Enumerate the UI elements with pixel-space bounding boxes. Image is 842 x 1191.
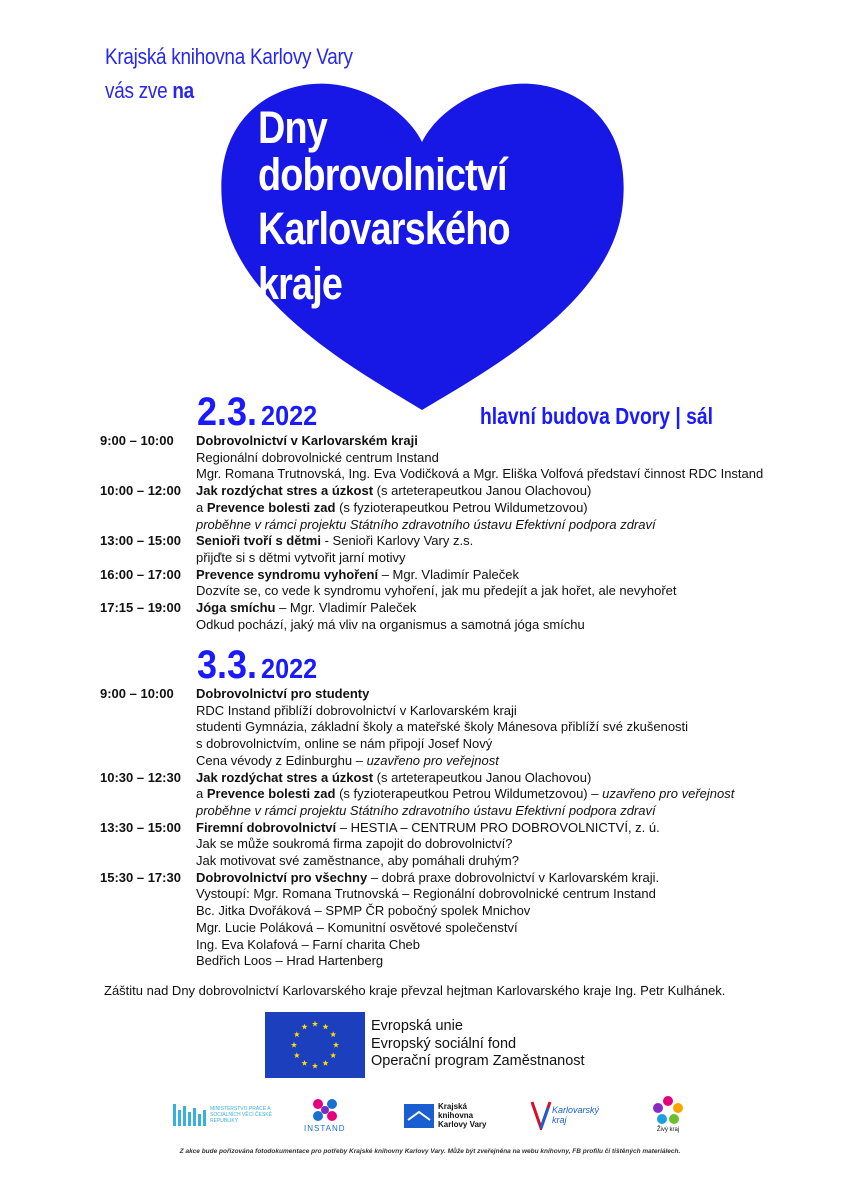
day1-item-description xyxy=(196,600,780,633)
text-segment: studenti Gymnázia, základní školy a mateřské školy Mánesova přiblíží své zkušenosti xyxy=(196,719,689,735)
day1-date: 2.3. 2022 xyxy=(197,390,318,434)
day2-item-time: 9:00 – 10:00 xyxy=(100,686,174,701)
day1-item-line xyxy=(196,500,780,517)
day1-item-description xyxy=(196,483,780,533)
day2-item-line xyxy=(196,920,780,937)
title-line-4: kraje xyxy=(258,258,343,309)
day2-item-line xyxy=(196,886,780,903)
text-segment: Odkud pochází, jaký má vliv na organismus a samotná jóga smíchu xyxy=(196,616,585,632)
day2-item-line xyxy=(196,703,780,720)
text-segment: uzavřeno pro veřejnost xyxy=(366,752,499,768)
day1-item-line xyxy=(196,517,780,534)
text-segment: Prevence syndromu vyhoření xyxy=(196,566,379,582)
day2-item-line xyxy=(196,686,780,703)
text-segment: Dobrovolnictví v Karlovarském kraji xyxy=(196,433,418,448)
kkkv-logo: Krajská knihovna Karlovy Vary xyxy=(404,1102,486,1129)
text-segment: – dobrá praxe dobrovolnictví v Karlovarském kraji. xyxy=(367,869,660,885)
text-segment: Prevence bolesti zad xyxy=(206,499,336,515)
text-segment: Dobrovolnictví pro studenty xyxy=(196,686,370,701)
title-line-3: Karlovarského xyxy=(258,203,510,254)
instand-logo: INSTAND xyxy=(304,1098,346,1133)
text-segment: Jak rozdýchat stres a úzkost xyxy=(196,483,374,499)
text-segment: Mgr. Romana Trutnovská, Ing. Eva Vodičková a Mgr. Eliška Volfová představí činnost RDC Instand xyxy=(196,466,764,482)
day1-item xyxy=(100,483,780,533)
day1-item xyxy=(100,567,780,600)
text-segment: (s arteterapeutkou Janou Olachovou) xyxy=(373,769,592,785)
text-segment: Jak se může soukromá firma zapojit do dobrovolnictví? xyxy=(196,836,513,852)
eu-text xyxy=(371,1018,585,1071)
title-line-1: Dny xyxy=(258,102,327,153)
header-line1: Krajská knihovna Karlovy Vary xyxy=(105,44,353,69)
text-segment: Dobrovolnictví pro všechny xyxy=(196,869,368,885)
kraj-icon xyxy=(530,1100,552,1130)
eu-line-3: Operační program Zaměstnanost xyxy=(371,1053,585,1069)
text-segment: a xyxy=(196,499,207,515)
day1-item-line xyxy=(196,550,780,567)
text-segment: Bedřich Loos – Hrad Hartenberg xyxy=(196,953,384,969)
day1-item-time: 17:15 – 19:00 xyxy=(100,600,181,616)
day1-item-line xyxy=(196,567,780,584)
text-segment: - Senioři Karlovy Vary z.s. xyxy=(320,533,474,549)
text-segment: – HESTIA – CENTRUM PRO DOBROVOLNICTVÍ, z. ú. xyxy=(336,819,660,835)
eu-line-1: Evropská unie xyxy=(371,1018,463,1034)
day2-item-line xyxy=(196,803,780,820)
text-segment: Vystoupí: Mgr. Romana Trutnovská – Regionální dobrovolnické centrum Instand xyxy=(196,886,656,902)
text-segment: – Mgr. Vladimír Paleček xyxy=(378,566,519,582)
text-segment: Jak motivovat své zaměstnance, aby pomáhali druhým? xyxy=(196,853,519,869)
text-segment: Senioři tvoří s dětmi xyxy=(196,533,321,549)
day2-item-time: 13:30 – 15:00 xyxy=(100,819,181,835)
text-segment: Firemní dobrovolnictví xyxy=(196,819,337,835)
text-segment: RDC Instand přiblíží dobrovolnictví v Karlovarském kraji xyxy=(196,702,517,718)
day2-item-line xyxy=(196,870,780,887)
flower-icon xyxy=(652,1095,684,1125)
day1-item xyxy=(100,433,780,483)
text-segment: Jak rozdýchat stres a úzkost xyxy=(196,769,374,785)
text-segment: Ing. Eva Kolafová – Farní charita Cheb xyxy=(196,936,421,952)
day1-item-line xyxy=(196,450,780,467)
day2-item-line xyxy=(196,753,780,770)
day2-schedule xyxy=(100,686,780,970)
day1-schedule xyxy=(100,433,780,633)
text-segment: proběhne v rámci projektu Státního zdravotního ústavu Efektivní podpora zdraví xyxy=(196,802,656,818)
day2-item-time: 10:30 – 12:30 xyxy=(100,769,181,785)
day2-item xyxy=(100,686,780,770)
patronage-text: Záštitu nad Dny dobrovolnictví Karlovarského kraje převzal hejtman Karlovarského kraje Ing. Petr Kulhánek. xyxy=(104,983,726,998)
text-segment: Cena vévody z Edinburghu – xyxy=(196,752,367,768)
text-segment: uzavřeno pro veřejnost xyxy=(602,786,735,802)
day2-item-description xyxy=(196,820,780,870)
day1-item xyxy=(100,600,780,633)
text-segment: Regionální dobrovolnické centrum Instand xyxy=(196,449,439,465)
day2-item-line xyxy=(196,853,780,870)
day1-item-time: 10:00 – 12:00 xyxy=(100,483,181,499)
text-segment: Dozvíte se, co vede k syndromu vyhoření, jak mu předejít a jak hořet, ale nevyhořet xyxy=(196,583,677,599)
text-segment: Jóga smíchu xyxy=(196,600,276,616)
day1-item-description xyxy=(196,567,780,600)
book-icon xyxy=(404,1104,434,1128)
day1-place: hlavní budova Dvory | sál xyxy=(480,403,714,429)
day2-item-line xyxy=(196,736,780,753)
text-segment: – Mgr. Vladimír Paleček xyxy=(275,600,417,616)
instand-icon xyxy=(310,1098,340,1122)
text-segment: (s arteterapeutkou Janou Olachovou) xyxy=(373,483,592,499)
eu-line-2: Evropský sociální fond xyxy=(371,1035,517,1052)
day1-item-line xyxy=(196,600,780,617)
day1-item-time: 13:00 – 15:00 xyxy=(100,533,181,549)
day2-item-description xyxy=(196,686,780,770)
day2-item-line xyxy=(196,953,780,970)
day2-item xyxy=(100,820,780,870)
day2-item-line xyxy=(196,937,780,954)
mpsv-logo: MINISTERSTVO PRÁCE A SOCIÁLNÍCH VĚCÍ ČESKÉ REPUBLIKY xyxy=(172,1102,278,1128)
day2-item-description xyxy=(196,870,780,970)
day1-item-description xyxy=(196,433,780,483)
day2-item xyxy=(100,770,780,820)
eu-flag-icon xyxy=(265,1012,365,1078)
day1-item-line xyxy=(196,433,780,450)
text-segment: a xyxy=(196,786,207,802)
day1-item-line xyxy=(196,617,780,634)
photo-disclaimer: Z akce bude pořizována fotodokumentace pro potřeby Krajské knihovny Karlovy Vary. Může být zveřejněna na webu knihovny, FB profilu či tištěných materiálech. xyxy=(179,1148,681,1155)
day1-item xyxy=(100,533,780,566)
day2-item-line xyxy=(196,719,780,736)
text-segment: Prevence bolesti zad xyxy=(206,786,336,802)
day2-item-description xyxy=(196,770,780,820)
day2-item-line xyxy=(196,820,780,837)
text-segment: (s fyzioterapeutkou Petrou Wildumetzovou) – xyxy=(335,786,603,802)
title-line-2: dobrovolnictví xyxy=(258,149,507,200)
text-segment: s dobrovolnictvím, online se nám připojí Josef Nový xyxy=(196,736,493,752)
day1-item-line xyxy=(196,583,780,600)
day2-item-line xyxy=(196,903,780,920)
day1-item-time: 9:00 – 10:00 xyxy=(100,433,174,448)
karlovarsky-kraj-logo: Karlovarský kraj xyxy=(530,1100,599,1130)
day1-item-line xyxy=(196,533,780,550)
day2-item-line xyxy=(196,770,780,787)
day1-item-line xyxy=(196,483,780,500)
day2-item xyxy=(100,870,780,970)
day1-item-time: 16:00 – 17:00 xyxy=(100,566,181,582)
day2-item-time: 15:30 – 17:30 xyxy=(100,869,181,885)
day2-item-line xyxy=(196,836,780,853)
text-segment: přijďte si s dětmi vytvořit jarní motivy xyxy=(196,549,406,565)
day1-item-line xyxy=(196,466,780,483)
zivy-kraj-logo: Živý kraj xyxy=(652,1095,684,1133)
text-segment: Bc. Jitka Dvořáková – SPMP ČR pobočný spolek Mnichov xyxy=(196,903,531,919)
text-segment: Mgr. Lucie Poláková – Komunitní osvětové společenství xyxy=(196,919,518,935)
day2-item-line xyxy=(196,786,780,803)
mpsv-icon xyxy=(172,1102,208,1128)
text-segment: (s fyzioterapeutkou Petrou Wildumetzovou) xyxy=(335,499,588,515)
text-segment: proběhne v rámci projektu Státního zdravotního ústavu Efektivní podpora zdraví xyxy=(196,516,656,532)
day2-date: 3.3. 2022 xyxy=(197,643,318,687)
header-line2: vás zve na xyxy=(105,78,194,103)
day1-item-description xyxy=(196,533,780,566)
